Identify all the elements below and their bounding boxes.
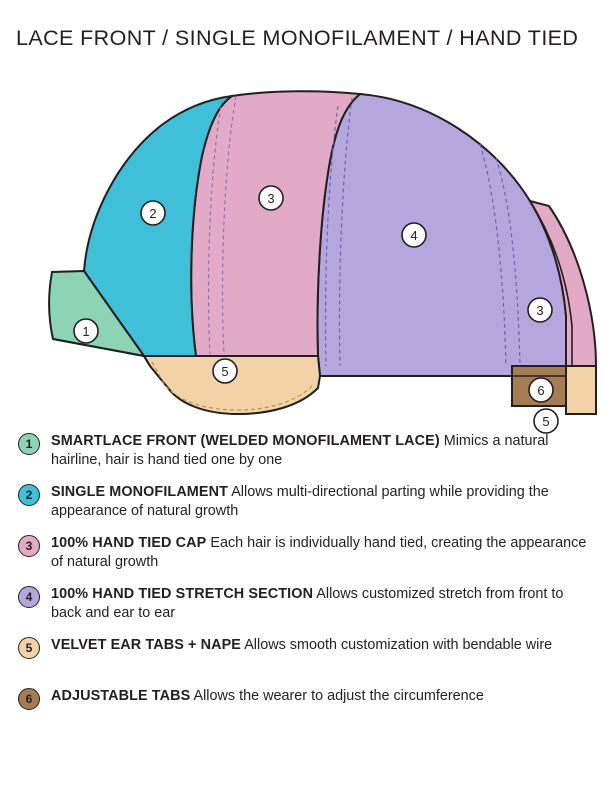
legend-badge-number: 5: [25, 641, 33, 655]
legend-description: Each hair is individually hand tied, creating the appearance of natural growth: [51, 535, 587, 570]
legend-item-2: [18, 483, 596, 521]
legend-title: VELVET EAR TABS + NAPE: [51, 637, 241, 653]
legend-text-1: [51, 432, 596, 470]
legend-badge-4: [18, 586, 40, 608]
legend-item-1: [18, 432, 596, 470]
legend-description: Allows multi-directional parting while providing the appearance of natural growth: [51, 484, 549, 519]
legend-description: Allows smooth customization with bendable wire: [244, 637, 553, 653]
svg-text:2: 2: [149, 206, 157, 221]
svg-text:6: 6: [537, 383, 545, 398]
legend-badge-number: 1: [25, 437, 33, 451]
legend-badge-1: [18, 433, 40, 455]
legend-description: Allows the wearer to adjust the circumference: [193, 688, 484, 704]
callout-1: [74, 319, 98, 343]
svg-text:3: 3: [267, 191, 275, 206]
callout-5-nape: [534, 409, 558, 433]
page-title: LACE FRONT / SINGLE MONOFILAMENT / HAND TIED: [16, 26, 579, 50]
region-nape-lower: [566, 366, 596, 414]
legend-title: SMARTLACE FRONT (WELDED MONOFILAMENT LACE): [51, 433, 440, 449]
svg-text:5: 5: [542, 414, 550, 429]
svg-text:3: 3: [536, 303, 544, 318]
legend-text-4: [51, 585, 596, 623]
callout-4: [402, 223, 426, 247]
legend-item-6: [18, 687, 596, 725]
legend-title: 100% HAND TIED STRETCH SECTION: [51, 586, 314, 602]
legend-badge-number: 6: [25, 692, 33, 706]
legend-title: 100% HAND TIED CAP: [51, 535, 207, 551]
legend-title: ADJUSTABLE TABS: [51, 688, 191, 704]
legend-badge-number: 2: [25, 488, 33, 502]
legend-item-5: [18, 636, 596, 674]
legend-badge-number: 4: [25, 590, 33, 604]
callout-3-top: [259, 186, 283, 210]
svg-text:4: 4: [410, 228, 418, 243]
callout-3-right: [528, 298, 552, 322]
legend-badge-6: [18, 688, 40, 710]
legend: [18, 432, 596, 738]
legend-badge-number: 3: [25, 539, 33, 553]
callout-2: [141, 201, 165, 225]
legend-item-4: [18, 585, 596, 623]
legend-description: Mimics a natural hairline, hair is hand tied one by one: [51, 433, 549, 468]
svg-text:5: 5: [221, 364, 229, 379]
legend-badge-2: [18, 484, 40, 506]
legend-badge-5: [18, 637, 40, 659]
legend-description: Allows customized stretch from front to back and ear to ear: [51, 586, 564, 621]
legend-item-3: [18, 534, 596, 572]
callout-6: [529, 378, 553, 402]
legend-badge-3: [18, 535, 40, 557]
legend-text-3: [51, 534, 596, 572]
legend-text-2: [51, 483, 596, 521]
legend-title: SINGLE MONOFILAMENT: [51, 484, 228, 500]
region-stretch-section: [318, 94, 567, 376]
legend-text-6: [51, 687, 484, 706]
svg-text:1: 1: [82, 324, 90, 339]
callout-5-eartab: [213, 359, 237, 383]
legend-text-5: [51, 636, 552, 655]
wig-cap-diagram: [0, 66, 612, 436]
